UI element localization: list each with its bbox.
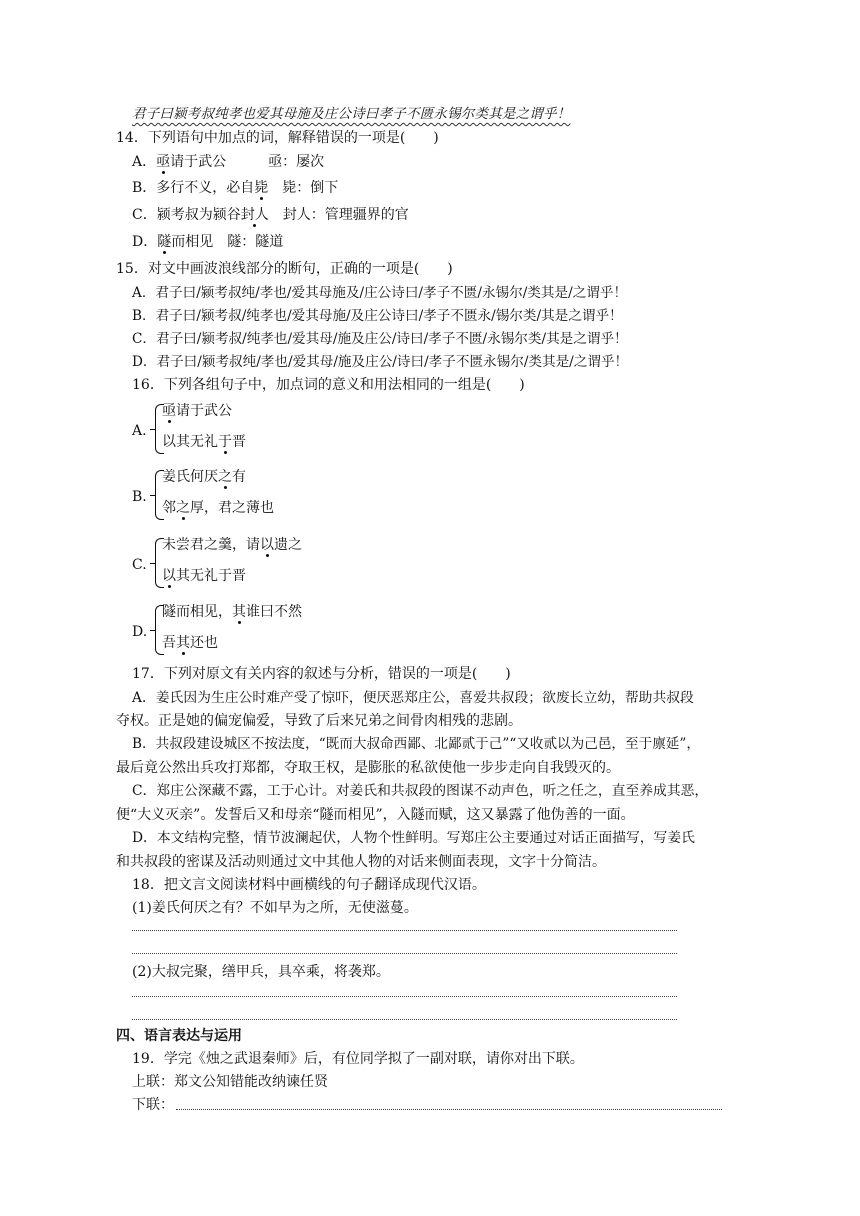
q18-stem: 18．把文言文阅读材料中画横线的句子翻译成现代汉语。 [132,877,486,893]
dotted-word: 其 [232,604,246,620]
q16-a-line1 [162,401,232,421]
q14-option-b [132,178,338,198]
q18-sentence-1: (1)姜氏何厌之有？不如早为之所，无使滋蔓。 [132,900,418,916]
dotted-word: 封人 [240,207,269,223]
sentence-text: 谁曰不然 [246,604,302,620]
q14-stem: 14．下列语句中加点的词，解释错误的一项是( ) [116,130,439,146]
sentence-text: 隧而相见， [162,604,232,620]
q17-option-a-line2: 夺权。正是她的偏宠偏爱，导致了后来兄弟之间骨肉相残的悲剧。 [116,713,522,729]
lower-couplet-label: 下联： [132,1097,174,1113]
sentence-text: 邻 [162,500,176,516]
q16-b-line2 [162,498,274,518]
sentence-text: 吾 [162,635,176,651]
q16-stem: 16．下列各组句子中，加点词的意义和用法相同的一组是( ) [132,377,525,393]
q19-stem: 19．学完《烛之武退秦师》后，有位同学拟了一副对联，请你对出下联。 [132,1051,584,1067]
q16-d-line2 [162,633,218,653]
q17-option-c-line2: 便“大义灭亲”。发誓后又和母亲“隧而相见”，入隧而赋，这又暴露了他伪善的一面。 [116,807,635,823]
q16-d-line1 [162,602,302,622]
dotted-word: 其 [176,635,190,651]
dotted-word: 之 [218,469,232,485]
answer-line[interactable] [132,930,677,931]
q16-label-a: A. [132,423,147,439]
dotted-word: 毙 [254,180,269,196]
q17-option-d-line1: D．本文结构完整，情节波澜起伏，人物个性鲜明。写郑庄公主要通过对话正面描写，写姜氏 [132,830,695,846]
q16-c-line2 [162,566,246,586]
q16-b-line1 [162,467,246,487]
sentence-text: 厚，君之薄也 [190,500,274,516]
q15-stem: 15．对文中画波浪线部分的断句，正确的一项是( ) [116,261,453,277]
sentence-text: 姜氏何厌 [162,469,218,485]
q16-label-b: B. [132,489,147,505]
q17-option-b-line1: B．共叔段建设城区不按法度，“既而大叔命西鄙、北鄙贰于己”“又收贰以为己邑，至于廪延”， [132,736,700,752]
option-text: B．多行不义，必自 [132,180,255,196]
sentence-text: 以其无礼 [162,434,218,450]
option-text: 封人：管理疆界的官 [268,207,409,223]
option-text: 毙：倒下 [268,180,339,196]
sentence-text: 遗之 [274,537,302,553]
option-text: 请于武公 亟：屡次 [170,154,325,170]
dotted-word: 于 [218,434,232,450]
q16-label-d: D. [132,624,148,640]
q14-option-d [132,232,283,252]
q16-a-line2 [162,432,246,452]
q14-option-c [132,205,409,225]
option-label: A． [132,154,157,170]
dotted-word: 以 [260,537,274,553]
sentence-text: 有 [232,469,246,485]
dotted-word: 以 [162,568,176,584]
option-text: C．颍考叔为颍谷 [132,207,241,223]
q15-option-a: A．君子曰/颍考叔纯/孝也/爱其母施及/庄公诗曰/孝子不匮/永锡尔/类其是/之谓乎！ [132,285,628,301]
sentence-text: 未尝君之羹，请 [162,537,260,553]
q14-option-a [132,152,324,172]
sentence-text: 其无礼于晋 [176,568,246,584]
sentence-text: 还也 [190,635,218,651]
q17-option-a-line1: A．姜氏因为生庄公时难产受了惊吓，便厌恶郑庄公，喜爱共叔段；欲废长立幼，帮助共叔段 [132,690,694,706]
answer-line[interactable] [132,1019,677,1020]
q17-option-b-line2: 最后竟公然出兵攻打郑都，夺取王权，是膨胀的私欲使他一步步走向自我毁灭的。 [116,760,620,776]
dotted-word: 之 [176,500,190,516]
q16-label-c: C. [132,557,147,573]
sentence-text: 晋 [232,434,246,450]
answer-line[interactable] [132,953,677,954]
lower-couplet-answer-line[interactable] [176,1109,722,1110]
dotted-word: 亟 [162,403,176,419]
dotted-word: 亟 [156,154,171,170]
q17-stem: 17．下列对原文有关内容的叙述与分析，错误的一项是( ) [132,666,511,682]
q17-option-c-line1: C．郑庄公深藏不露，工于心计。对姜氏和共叔段的图谋不动声色，听之任之，直至养成其恶， [132,783,709,799]
q15-option-b: B．君子曰/颍考叔/纯孝也/爱其母施/及庄公诗曰/孝子不匮永/锡尔类/其是之谓乎！ [132,308,623,324]
option-text: 而相见 隧：隧道 [171,234,284,250]
answer-line[interactable] [132,996,677,997]
q15-option-d: D．君子曰/颍考叔纯/孝也/爱其母/施及庄公/诗曰/孝子不匮永锡尔/类其是/之谓乎！ [132,354,629,370]
q17-option-d-line2: 和共叔段的密谋及活动则通过文中其他人物的对话来侧面表现，文字十分简洁。 [116,854,606,870]
section-heading: 四、语言表达与运用 [116,1028,242,1044]
wavy-passage-line: 君子曰颍考叔纯孝也爱其母施及庄公诗曰孝子不匮永锡尔类其是之谓乎！ [132,106,571,122]
sentence-text: 请于武公 [176,403,232,419]
q16-c-line1 [162,535,302,555]
q18-sentence-2: (2)大叔完聚，缮甲兵，具卒乘，将袭郑。 [132,964,390,980]
option-label: D． [132,234,158,250]
upper-couplet: 上联：郑文公知错能改纳谏任贤 [132,1074,328,1090]
dotted-word: 隧 [157,234,172,250]
q15-option-c: C．君子曰/颍考叔/纯孝也/爱其母/施及庄公/诗曰/孝子不匮/永锡尔类/其是之谓乎！ [132,331,628,347]
